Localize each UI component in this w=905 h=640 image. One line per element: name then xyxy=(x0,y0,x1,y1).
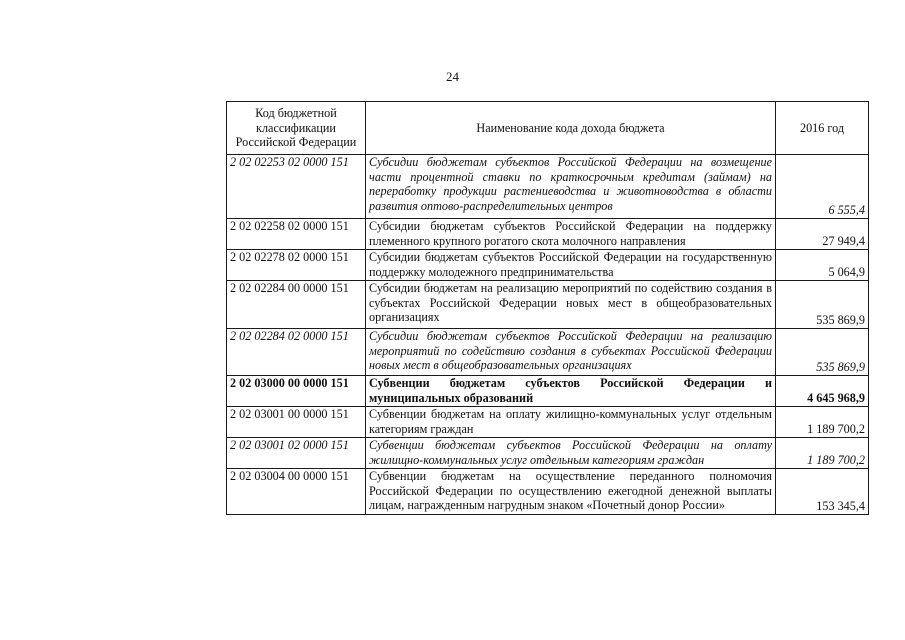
header-code: Код бюджетной классификации Российской Федерации xyxy=(227,102,366,155)
header-year: 2016 год xyxy=(776,102,869,155)
row-amount: 5 064,9 xyxy=(776,250,869,281)
table-row xyxy=(227,155,869,219)
row-name: Субсидии бюджетам субъектов Российской Федерации на возмещение части процентной ставки по краткосрочным кредитам (займам) на переработку продукции растениеводства и животноводства в области развития оптово-распределительных центров xyxy=(366,155,776,219)
row-name: Субсидии бюджетам на реализацию мероприятий по содействию создания в субъектах Российской Федерации новых мест в общеобразовательных организациях xyxy=(366,281,776,329)
row-name: Субвенции бюджетам на осуществление переданного полномочия Российской Федерации по осуществлению ежегодной денежной выплаты лицам, награжденным нагрудным знаком «Почетный донор России» xyxy=(366,469,776,515)
row-amount: 1 189 700,2 xyxy=(776,407,869,438)
row-amount: 535 869,9 xyxy=(776,329,869,376)
table-row xyxy=(227,250,869,281)
table-row xyxy=(227,329,869,376)
row-code: 2 02 02278 02 0000 151 xyxy=(227,250,366,281)
row-amount: 6 555,4 xyxy=(776,155,869,219)
table-row xyxy=(227,376,869,407)
budget-revenue-table xyxy=(226,101,869,515)
row-code: 2 02 02284 02 0000 151 xyxy=(227,329,366,376)
table-row xyxy=(227,281,869,329)
table-row xyxy=(227,407,869,438)
row-amount: 153 345,4 xyxy=(776,469,869,515)
row-name: Субвенции бюджетам субъектов Российской Федерации и муниципальных образований xyxy=(366,376,776,407)
row-code: 2 02 03004 00 0000 151 xyxy=(227,469,366,515)
row-amount: 4 645 968,9 xyxy=(776,376,869,407)
table-row xyxy=(227,219,869,250)
row-amount: 535 869,9 xyxy=(776,281,869,329)
row-code: 2 02 03001 02 0000 151 xyxy=(227,438,366,469)
table-row xyxy=(227,438,869,469)
row-name: Субсидии бюджетам субъектов Российской Федерации на реализацию мероприятий по содействию создания в субъектах Российской Федерации новых мест в общеобразовательных организациях xyxy=(366,329,776,376)
row-code: 2 02 02258 02 0000 151 xyxy=(227,219,366,250)
row-name: Субвенции бюджетам субъектов Российской Федерации на оплату жилищно-коммунальных услуг отдельным категориям граждан xyxy=(366,438,776,469)
row-code: 2 02 02253 02 0000 151 xyxy=(227,155,366,219)
row-name: Субвенции бюджетам на оплату жилищно-коммунальных услуг отдельным категориям граждан xyxy=(366,407,776,438)
page-number: 24 xyxy=(446,69,459,84)
row-name: Субсидии бюджетам субъектов Российской Федерации на поддержку племенного крупного рогатого скота молочного направления xyxy=(366,219,776,250)
row-code: 2 02 02284 00 0000 151 xyxy=(227,281,366,329)
row-code: 2 02 03000 00 0000 151 xyxy=(227,376,366,407)
row-amount: 1 189 700,2 xyxy=(776,438,869,469)
row-amount: 27 949,4 xyxy=(776,219,869,250)
header-name: Наименование кода дохода бюджета xyxy=(366,102,776,155)
table-row xyxy=(227,469,869,515)
row-name: Субсидии бюджетам субъектов Российской Федерации на государственную поддержку молодежного предпринимательства xyxy=(366,250,776,281)
row-code: 2 02 03001 00 0000 151 xyxy=(227,407,366,438)
table-header-row xyxy=(227,102,869,155)
